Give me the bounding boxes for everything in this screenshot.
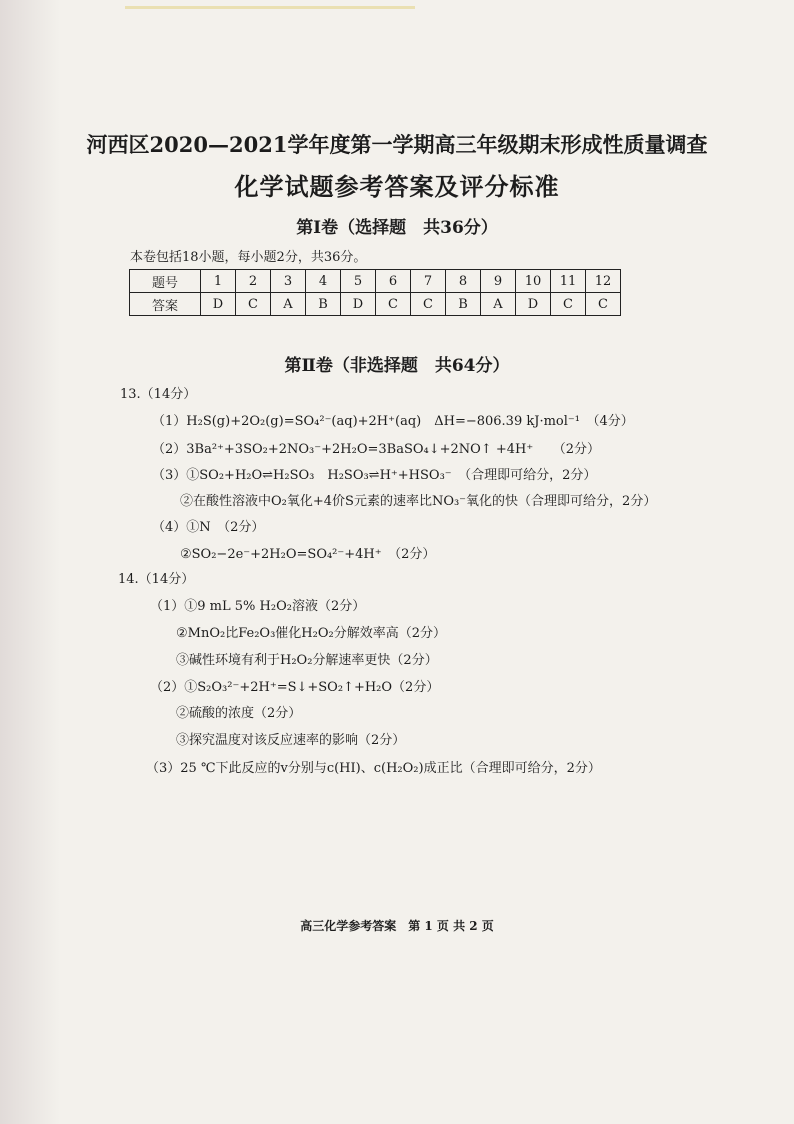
question-number: 9 — [481, 270, 516, 293]
answer-table-answer-row — [130, 293, 621, 316]
answer-line: ②硫酸的浓度（2分） — [176, 706, 302, 721]
answer-line: ②在酸性溶液中O₂氧化+4价S元素的速率比NO₃⁻氧化的快（合理即可给分，2分） — [180, 494, 657, 509]
answer-line: ②MnO₂比Fe₂O₃催化H₂O₂分解效率高（2分） — [176, 626, 446, 641]
part2-heading: 第Ⅱ卷（非选择题 共64分） — [284, 356, 510, 376]
answer-cell: D — [201, 293, 236, 316]
answer-cell: B — [446, 293, 481, 316]
answer-line: ②SO₂−2e⁻+2H₂O=SO₄²⁻+4H⁺ （2分） — [180, 547, 436, 562]
question-number: 4 — [306, 270, 341, 293]
answer-cell: C — [376, 293, 411, 316]
answer-cell: B — [306, 293, 341, 316]
part1-intro: 本卷包括18小题，每小题2分，共36分。 — [130, 250, 367, 265]
answer-table-number-row — [130, 270, 621, 293]
question-number: 2 — [236, 270, 271, 293]
answer-table — [129, 269, 621, 316]
question-number: 11 — [551, 270, 586, 293]
answer-line: （4）①N （2分） — [152, 520, 265, 535]
answer-cell: C — [236, 293, 271, 316]
answer-cell: D — [516, 293, 551, 316]
answer-cell: C — [586, 293, 621, 316]
question-number: 1 — [201, 270, 236, 293]
question-number: 5 — [341, 270, 376, 293]
question-number: 3 — [271, 270, 306, 293]
answer-line: （2）3Ba²⁺+3SO₂+2NO₃⁻+2H₂O=3BaSO₄↓+2NO↑ +4H⁺ （2分） — [152, 442, 600, 457]
document-subtitle: 化学试题参考答案及评分标准 — [234, 172, 560, 201]
row-label-numbers: 题号 — [130, 270, 201, 293]
document-title: 河西区2020—2021学年度第一学期高三年级期末形成性质量调查 — [86, 132, 708, 157]
answer-line: （2）①S₂O₃²⁻+2H⁺=S↓+SO₂↑+H₂O（2分） — [150, 680, 440, 695]
answer-line: ③碱性环境有利于H₂O₂分解速率更快（2分） — [176, 653, 438, 668]
answer-cell: C — [551, 293, 586, 316]
question-number: 12 — [586, 270, 621, 293]
row-label-answers: 答案 — [130, 293, 201, 316]
answer-line: （1）H₂S(g)+2O₂(g)=SO₄²⁻(aq)+2H⁺(aq) ΔH=−806.39 kJ·mol⁻¹ （4分） — [152, 414, 634, 429]
question-14-header: 14.（14分） — [118, 572, 195, 587]
answer-cell: A — [481, 293, 516, 316]
answer-cell: D — [341, 293, 376, 316]
answer-line: （3）①SO₂+H₂O⇌H₂SO₃ H₂SO₃⇌H⁺+HSO₃⁻ （合理即可给分，2分） — [152, 468, 597, 483]
part1-heading: 第Ⅰ卷（选择题 共36分） — [296, 218, 498, 238]
question-number: 10 — [516, 270, 551, 293]
question-13-header: 13.（14分） — [120, 387, 197, 402]
answer-line: （1）①9 mL 5% H₂O₂溶液（2分） — [150, 599, 366, 614]
answer-line: ③探究温度对该反应速率的影响（2分） — [176, 733, 406, 748]
question-number: 6 — [376, 270, 411, 293]
answer-cell: C — [411, 293, 446, 316]
question-number: 8 — [446, 270, 481, 293]
page-footer: 高三化学参考答案 第 1 页 共 2 页 — [300, 919, 494, 933]
question-number: 7 — [411, 270, 446, 293]
scan-mark — [125, 6, 415, 9]
answer-line: （3）25 ℃下此反应的v分别与c(HI)、c(H₂O₂)成正比（合理即可给分，2分） — [146, 761, 601, 776]
answer-cell: A — [271, 293, 306, 316]
